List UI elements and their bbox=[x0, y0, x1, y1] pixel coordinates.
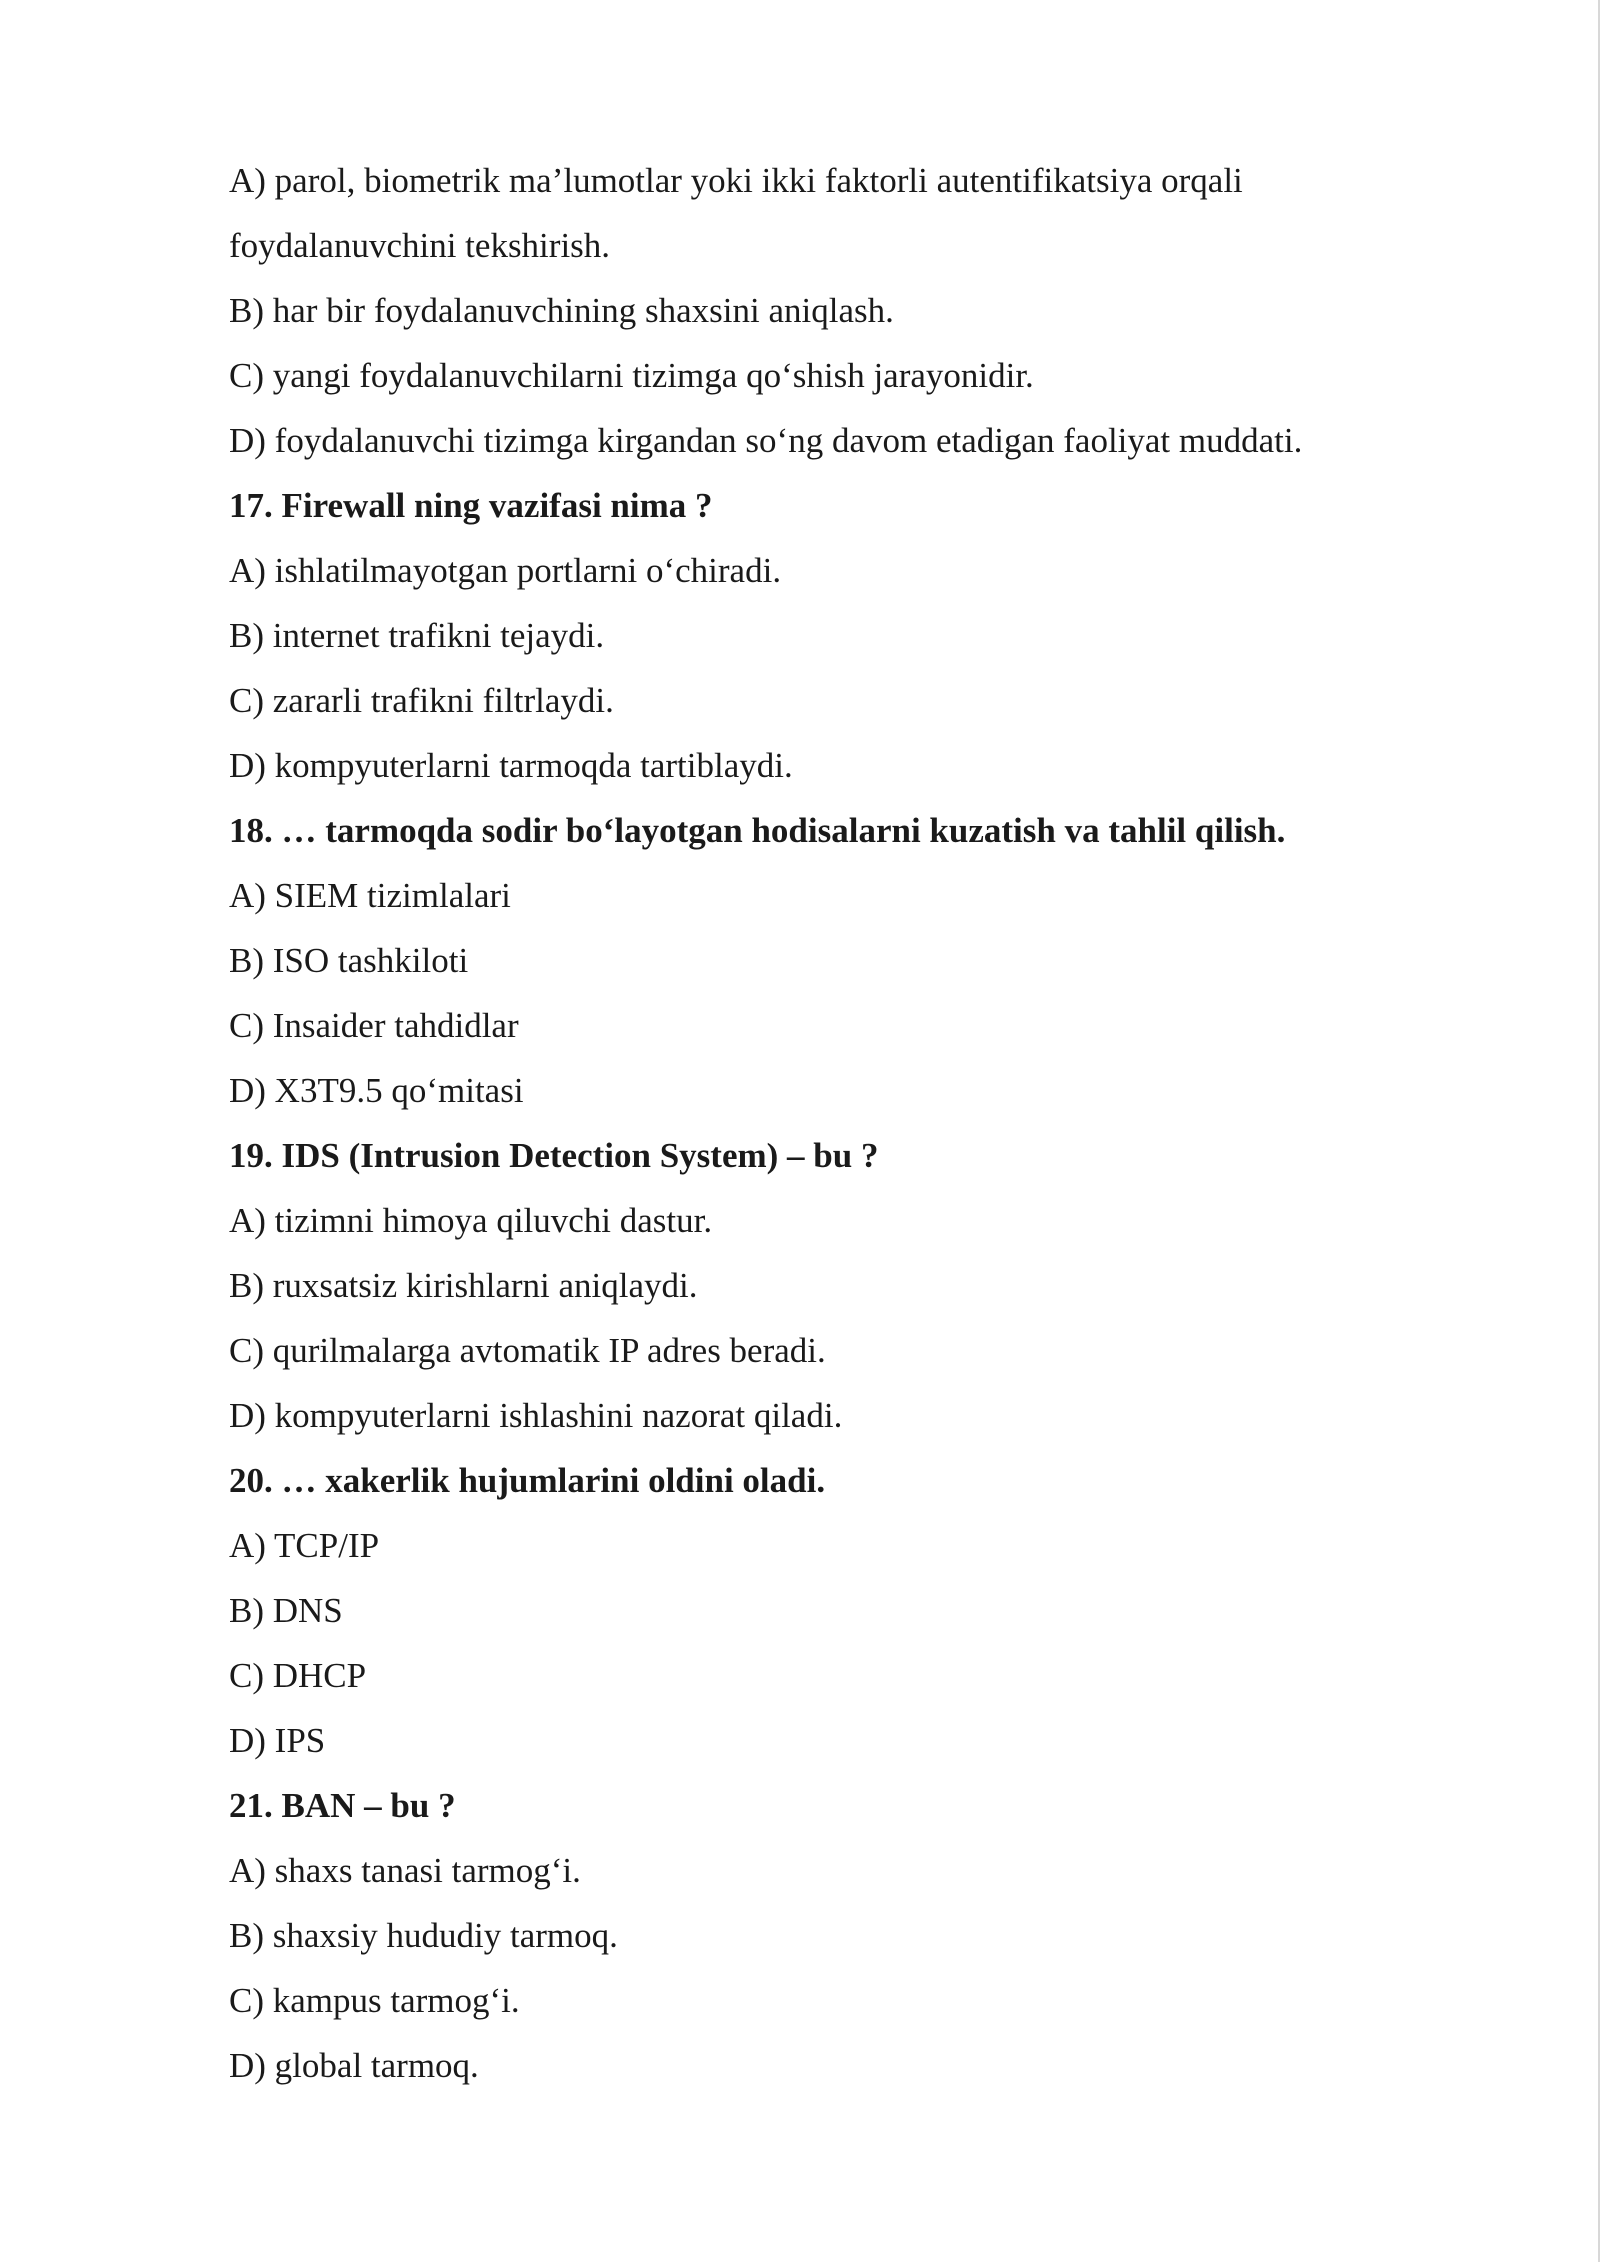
answer-option: D) global tarmoq. bbox=[229, 2046, 479, 2085]
answer-option: D) kompyuterlarni ishlashini nazorat qiladi. bbox=[229, 1396, 843, 1435]
answer-option: B) ISO tashkiloti bbox=[229, 941, 469, 980]
answer-option: C) Insaider tahdidlar bbox=[229, 1006, 519, 1045]
question-text: 19. IDS (Intrusion Detection System) – bu ? bbox=[229, 1136, 879, 1175]
answer-option: A) parol, biometrik ma’lumotlar yoki ikki faktorli autentifikatsiya orqali bbox=[229, 161, 1243, 200]
answer-option: C) qurilmalarga avtomatik IP adres beradi. bbox=[229, 1331, 826, 1370]
answer-option: C) DHCP bbox=[229, 1656, 367, 1695]
answer-option: B) ruxsatsiz kirishlarni aniqlaydi. bbox=[229, 1266, 698, 1305]
answer-option: D) foydalanuvchi tizimga kirgandan so‘ng davom etadigan faoliyat muddati. bbox=[229, 421, 1303, 460]
answer-option: B) internet trafikni tejaydi. bbox=[229, 616, 605, 655]
answer-option: A) SIEM tizimlalari bbox=[229, 876, 511, 915]
answer-option: C) yangi foydalanuvchilarni tizimga qo‘shish jarayonidir. bbox=[229, 356, 1034, 395]
answer-option: foydalanuvchini tekshirish. bbox=[229, 226, 611, 265]
answer-option: C) zararli trafikni filtrlaydi. bbox=[229, 681, 614, 720]
question-text: 18. … tarmoqda sodir bo‘layotgan hodisalarni kuzatish va tahlil qilish. bbox=[229, 811, 1286, 850]
document-body bbox=[229, 148, 1429, 2098]
answer-option: A) TCP/IP bbox=[229, 1526, 380, 1565]
answer-option: D) IPS bbox=[229, 1721, 326, 1760]
answer-option: A) tizimni himoya qiluvchi dastur. bbox=[229, 1201, 713, 1240]
answer-option: B) har bir foydalanuvchining shaxsini aniqlash. bbox=[229, 291, 894, 330]
answer-option: D) X3T9.5 qo‘mitasi bbox=[229, 1071, 524, 1110]
question-text: 20. … xakerlik hujumlarini oldini oladi. bbox=[229, 1461, 826, 1500]
answer-option: C) kampus tarmog‘i. bbox=[229, 1981, 520, 2020]
question-text: 17. Firewall ning vazifasi nima ? bbox=[229, 486, 713, 525]
answer-option: B) shaxsiy hududiy tarmoq. bbox=[229, 1916, 618, 1955]
answer-option: A) ishlatilmayotgan portlarni o‘chiradi. bbox=[229, 551, 782, 590]
answer-option: B) DNS bbox=[229, 1591, 343, 1630]
answer-option: A) shaxs tanasi tarmog‘i. bbox=[229, 1851, 581, 1890]
answer-option: D) kompyuterlarni tarmoqda tartiblaydi. bbox=[229, 746, 793, 785]
question-text: 21. BAN – bu ? bbox=[229, 1786, 456, 1825]
